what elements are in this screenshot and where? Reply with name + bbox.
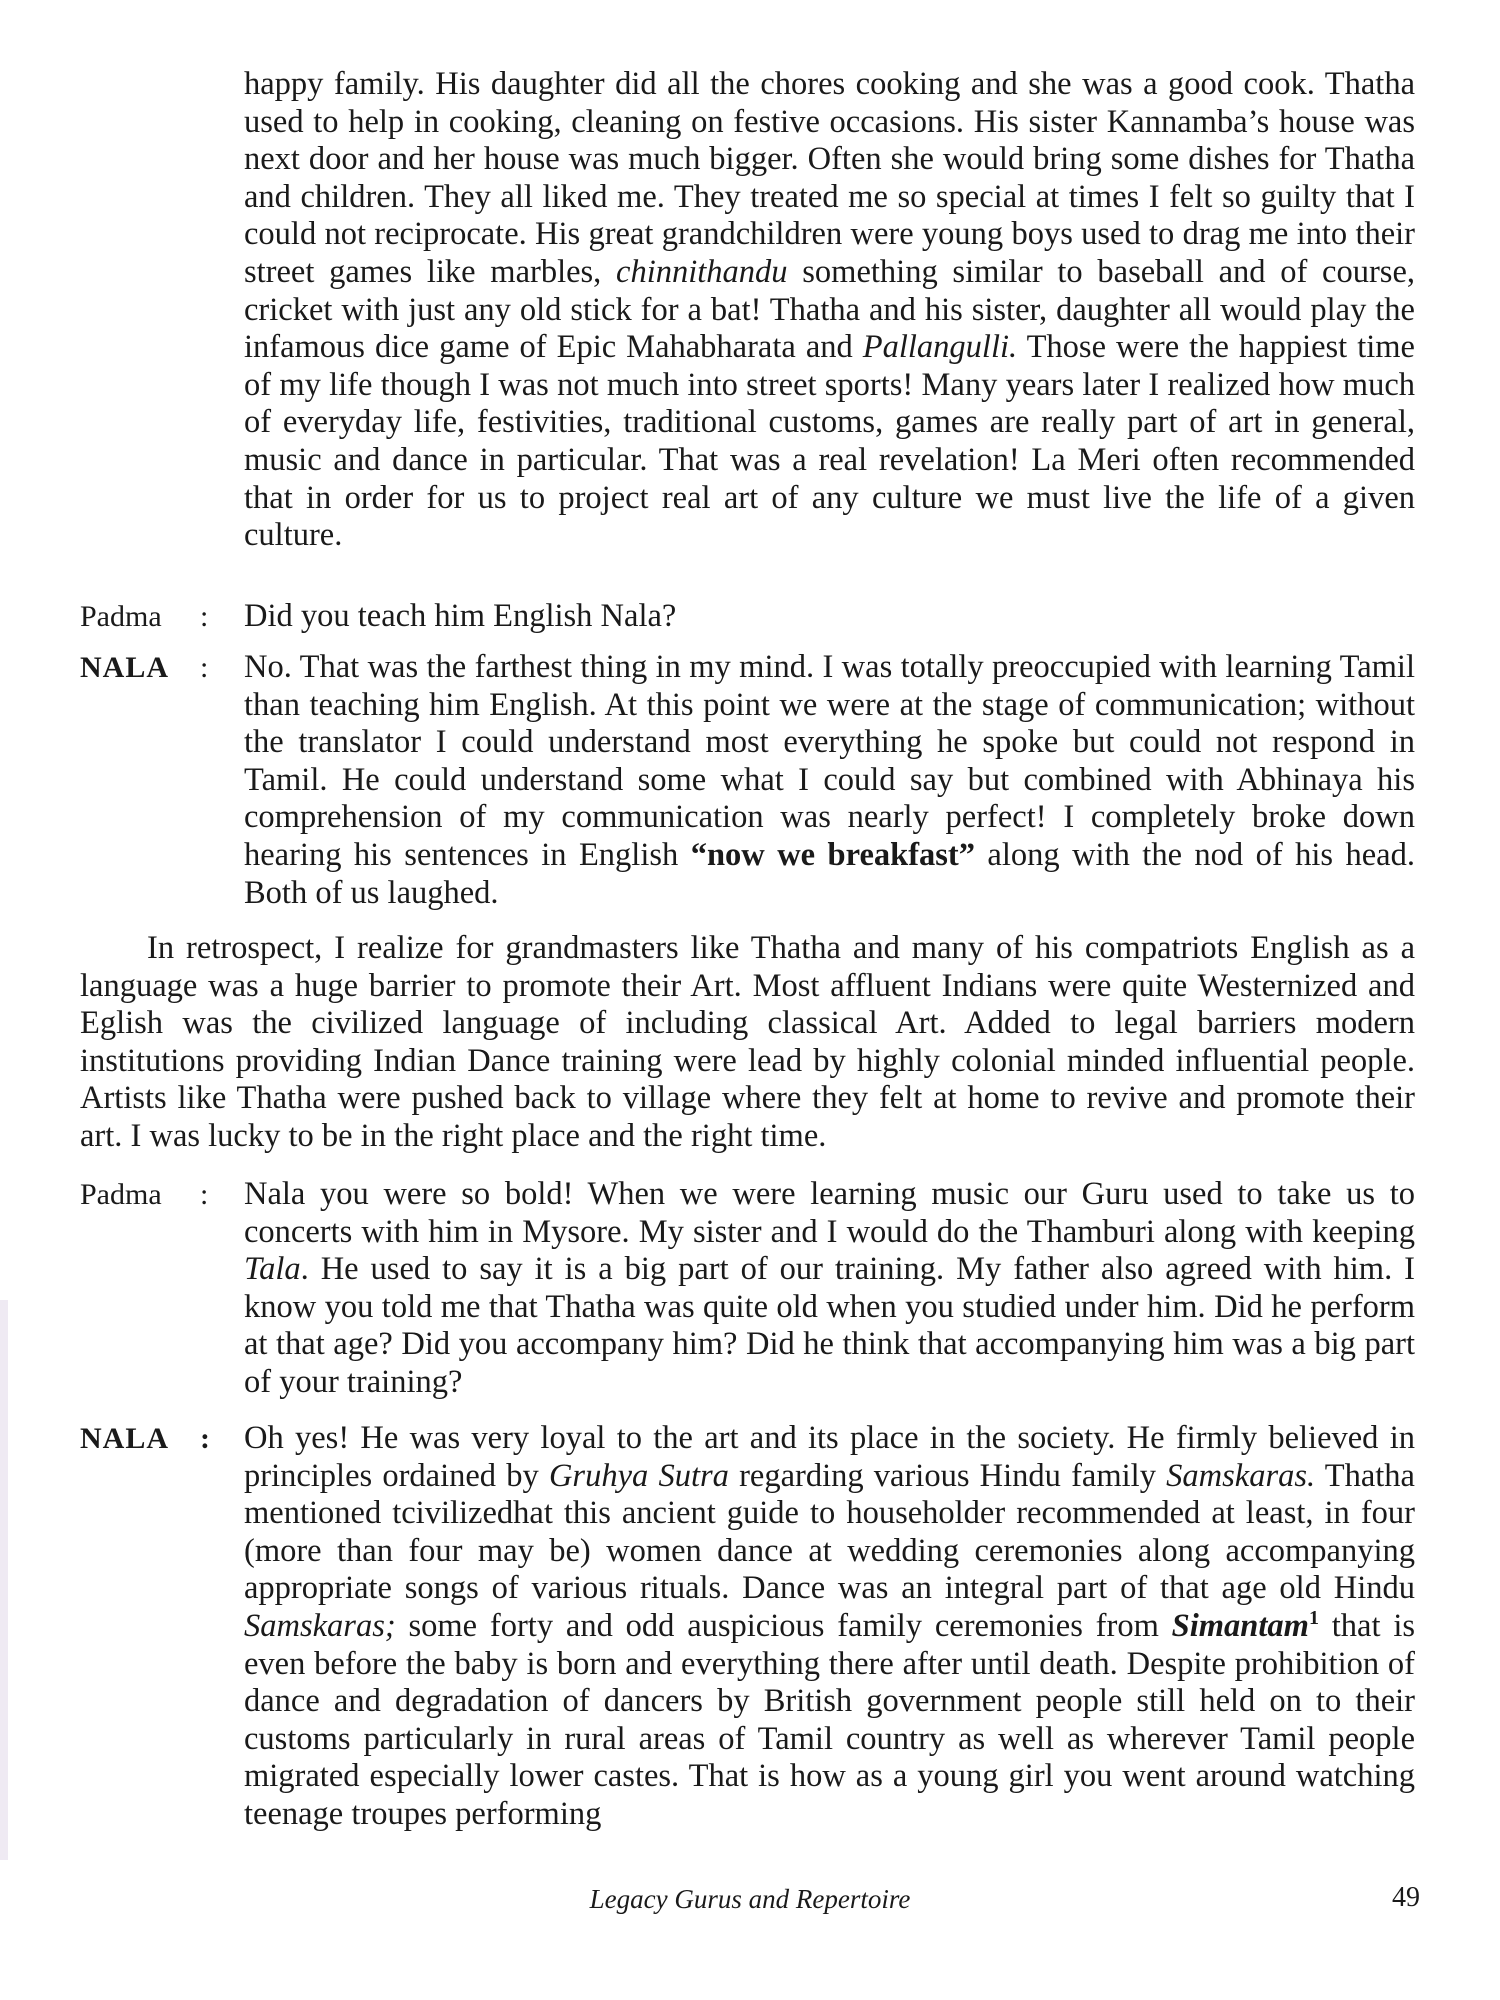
term-chinnithandu: chinnithandu <box>616 253 788 290</box>
speaker-colon: : <box>200 651 209 684</box>
dialog-nala-answer: No. That was the farthest thing in my mind. I was totally preoccupied with learning Tamil than teaching him English. At this point we were at the stage of communication; without the translator I could understand most everything he spoke but could not respond in Tamil. He could understand some what I could say but combined with Abhinaya his comprehension of my communication was nearly perfect! I completely broke down hearing his sentences in English “now we breakfast” along with the nod of his head. Both of us laughed. <box>244 649 1415 911</box>
footnote-ref: 1 <box>1308 1607 1319 1630</box>
dialog-padma-concerts: Nala you were so bold! When we were learning music our Guru used to take us to concerts with him in Mysore. My sister and I would do the Thamburi along with keeping Tala. He used to say it is a big part of our training. My father also agreed with him. I know you told me that Thatha was quite old when you studied under him. Did he perform at that age? Did you accompany him? Did he think that accompanying him was a big part of your training? <box>244 1176 1415 1400</box>
paragraph-family-life: happy family. His daughter did all the chores cooking and she was a good cook. Thatha used to help in cooking, cleaning on festive occasions. His sister Kannamba’s house was next door and her house was much bigger. Often she would bring some dishes for Thatha and children. They all liked me. They treated me so special at times I felt so guilty that I could not reciprocate. His great grandchildren were young boys used to drag me into their street games like marbles, chinnithandu something similar to baseball and of course, cricket with just any old stick for a bat! Thatha and his sister, daughter all would play the infamous dice game of Epic Mahabharata and Pallangulli. Those were the happiest time of my life though I was not much into street sports! Many years later I realized how much of everyday life, festivities, traditional customs, games are really part of art in general, music and dance in particular. That was a real revelation! La Meri often recommended that in order for us to project real art of any culture we must live the life of a given culture. <box>244 66 1415 554</box>
term-tala: Tala <box>244 1251 301 1288</box>
term-simantam: Simantam <box>1171 1607 1309 1644</box>
speaker-label: NALA <box>80 651 170 684</box>
speaker-label: Padma <box>80 600 162 633</box>
dialog-padma-question: Did you teach him English Nala? <box>244 598 677 634</box>
term-gruhya-sutra: Gruhya Sutra <box>548 1457 729 1494</box>
term-pallangulli: Pallangulli. <box>862 329 1018 366</box>
scan-margin-shadow <box>0 1300 8 1860</box>
speaker-colon: : <box>200 1422 210 1455</box>
speaker-label: Padma <box>80 1178 162 1211</box>
speaker-colon: : <box>200 600 209 633</box>
quote-now-we-breakfast: “now we breakfast” <box>690 836 975 873</box>
running-footer-title: Legacy Gurus and Repertoire <box>589 1884 911 1914</box>
page-number: 49 <box>1392 1882 1420 1913</box>
speaker-colon: : <box>200 1178 209 1211</box>
paragraph-retrospect: In retrospect, I realize for grandmasters like Thatha and many of his compatriots English as a language was a huge barrier to promote their Art. Most affluent Indians were quite Westernized and Eglish was the civilized language of including classical Art. Added to legal barriers modern institutions providing Indian Dance training were lead by highly colonial minded influential people. Artists like Thatha were pushed back to village where they felt at home to revive and promote their art. I was lucky to be in the right place and the right time. <box>80 930 1415 1154</box>
term-samskaras: Samskaras. <box>1166 1457 1316 1494</box>
dialog-nala-samskaras: Oh yes! He was very loyal to the art and its place in the society. He firmly believed in principles ordained by Gruhya Sutra regarding various Hindu family Samskaras. Thatha mentioned tcivilizedhat this ancient guide to householder recommended at least, in four (more than four may be) women dance at wedding ceremonies along accompanying appropriate songs of various rituals. Dance was an integral part of that age old Hindu Samskaras; some forty and odd auspicious family ceremonies from Simantam$^1$ that is even before the baby is born and everything there after until death. Despite prohibition of dance and degradation of dancers by British government people still held on to their customs particularly in rural areas of Tamil country as well as wherever Tamil people migrated especially lower castes. That is how as a young girl you went around watching teenage troupes performing <box>244 1420 1415 1832</box>
term-samskaras: Samskaras; <box>244 1607 396 1644</box>
speaker-label: NALA <box>80 1422 170 1455</box>
